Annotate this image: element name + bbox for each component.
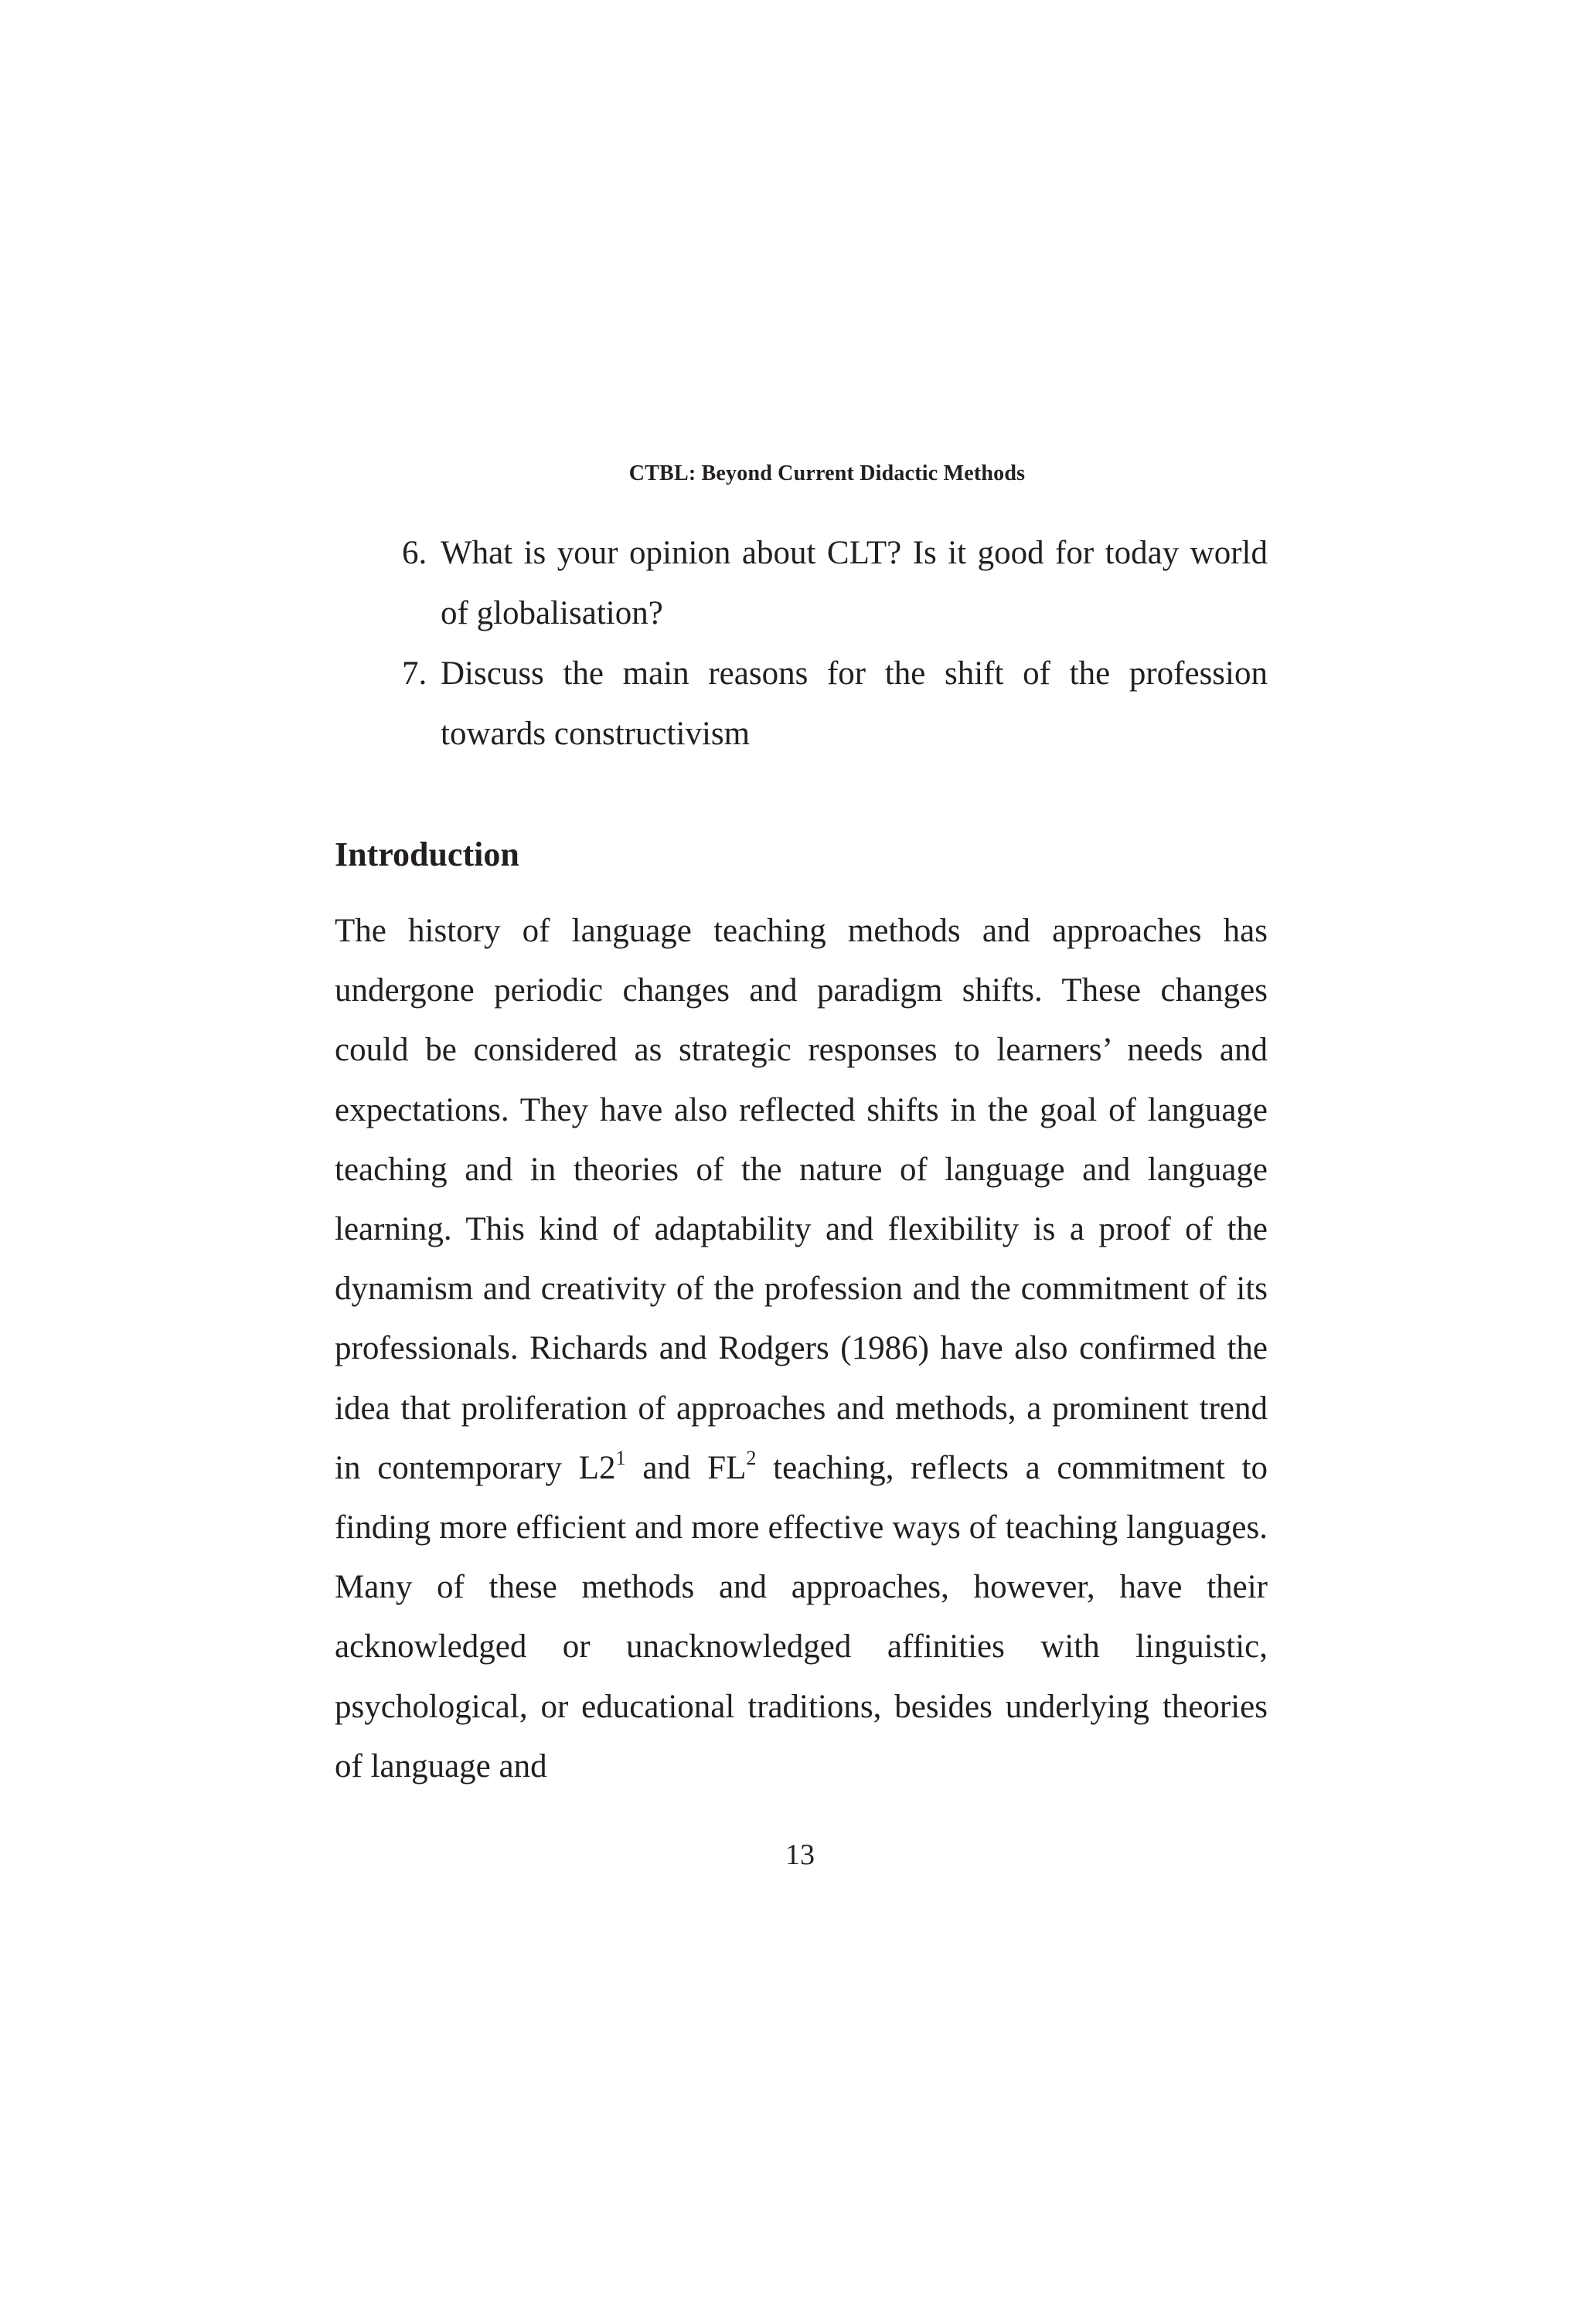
running-header: CTBL: Beyond Current Didactic Methods xyxy=(628,461,1026,485)
introduction-paragraph xyxy=(335,901,1268,1796)
paragraph-text: and FL xyxy=(625,1449,747,1486)
question-number: 6. xyxy=(402,535,427,571)
question-text: Discuss the main reasons for the shift of the profession towards constructivism xyxy=(441,655,1268,752)
footnote-reference[interactable]: 2 xyxy=(746,1446,757,1469)
section-heading: Introduction xyxy=(335,835,519,873)
question-number: 7. xyxy=(402,655,427,692)
page-number: 13 xyxy=(785,1839,815,1871)
footnote-reference[interactable]: 1 xyxy=(615,1446,626,1469)
question-list xyxy=(402,523,1268,764)
paragraph-text: The history of language teaching methods and approaches has undergone periodic changes and paradigm shifts. These changes could be considered as strategic responses to learners’ needs and expectations. They have also reflected shifts in the goal of language teaching and in theories of the nature of language and language learning. This kind of adaptability and flexibility is a proof of the dynamism and creativity of the profession and the commitment of its professionals. Richards and Rodgers (1986) have also confirmed the idea that proliferation of approaches and methods, a prominent trend in contemporary L2 xyxy=(335,913,1268,1486)
list-item xyxy=(402,523,1268,644)
question-text: What is your opinion about CLT? Is it good for today world of globalisation? xyxy=(441,535,1268,631)
list-item xyxy=(402,644,1268,764)
paragraph-text: teaching, reflects a commitment to finding more efficient and more effective ways of teaching languages. Many of these methods and approaches, however, have their acknowledged or unacknowledged affinities with linguistic, psychological, or educational traditions, besides underlying theories of language and xyxy=(335,1449,1268,1785)
